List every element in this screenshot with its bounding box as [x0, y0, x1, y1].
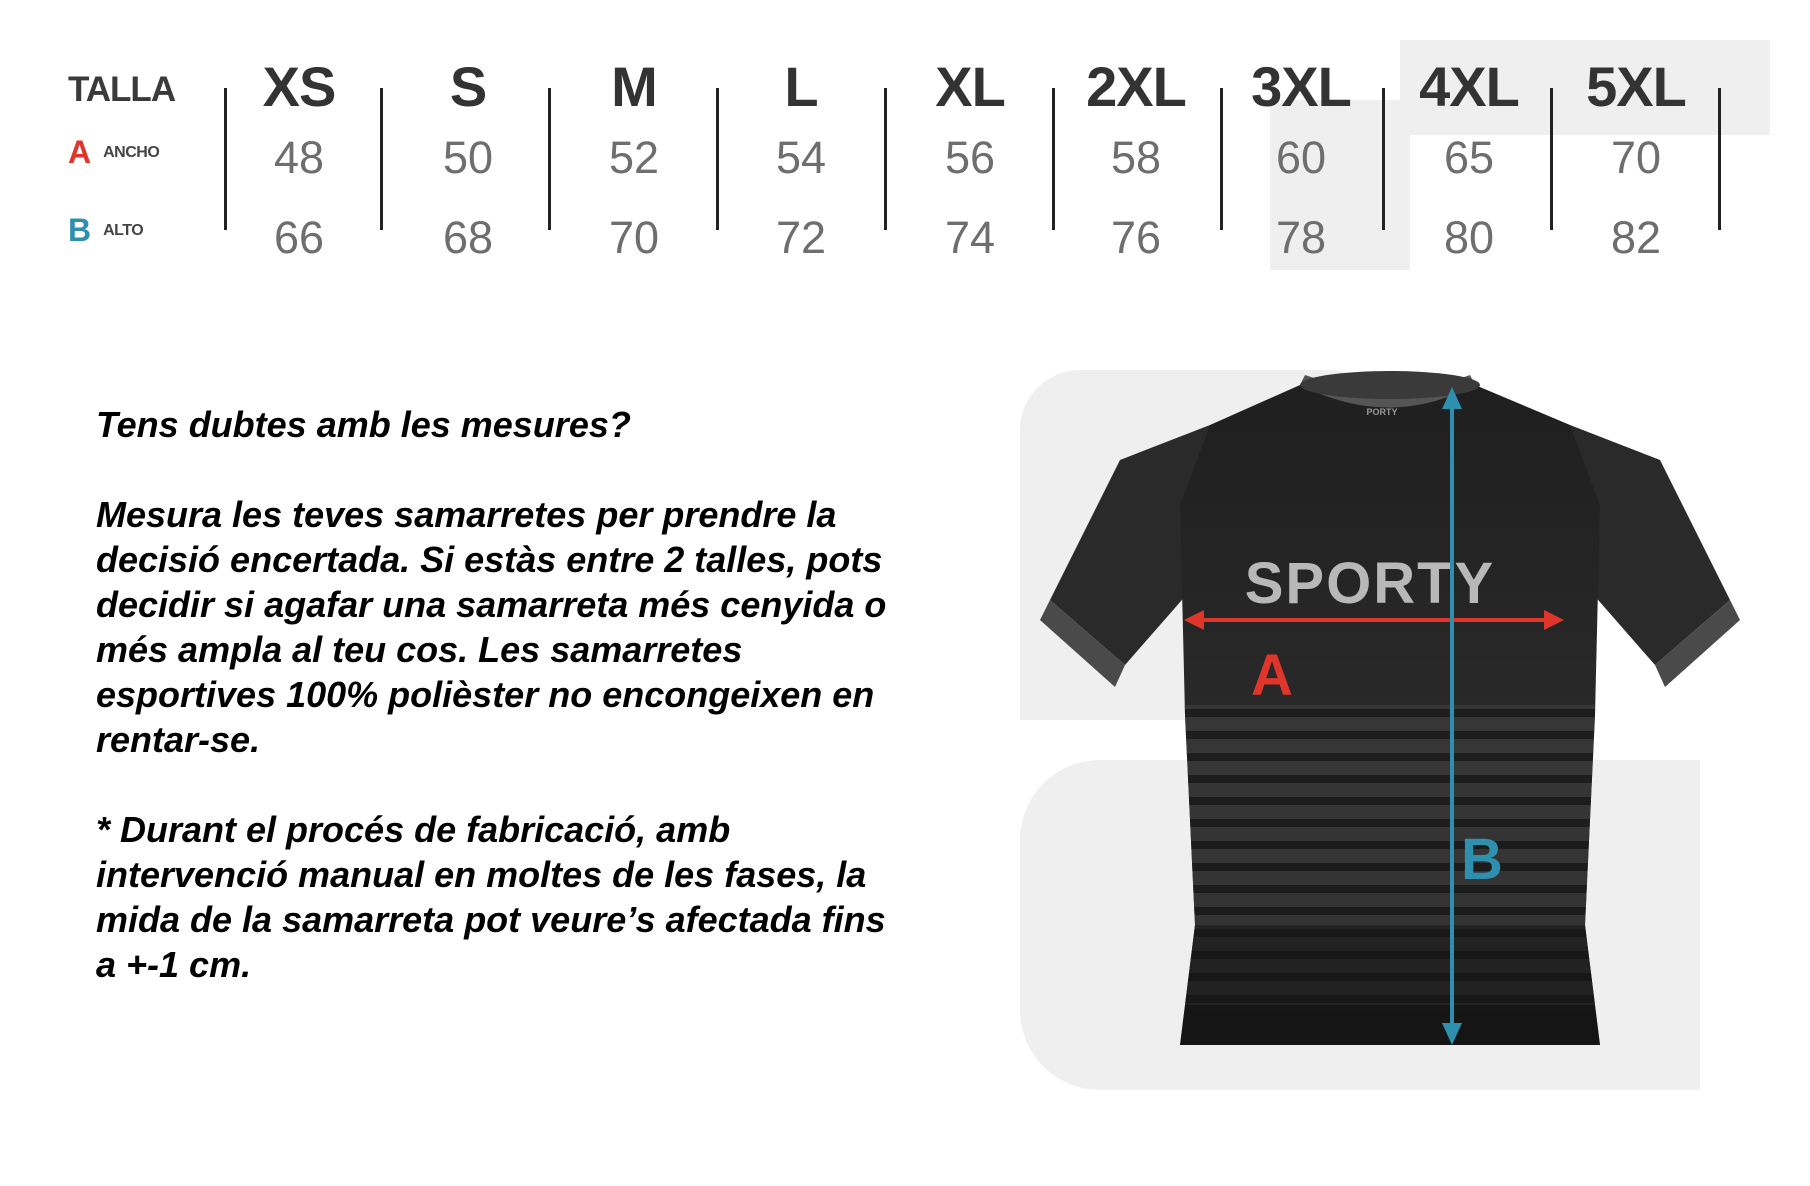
- ancho-value: 48: [273, 132, 325, 183]
- alto-value: 76: [1110, 212, 1162, 263]
- ancho-value: 58: [1110, 132, 1162, 183]
- ancho-value: 52: [608, 132, 660, 183]
- width-marker-a: A: [1251, 643, 1293, 708]
- measurement-description: [96, 402, 896, 1032]
- alto-value: 74: [944, 212, 996, 263]
- shirt-body: [1160, 385, 1620, 1045]
- size-column-3xl: [1217, 50, 1385, 280]
- alto-value: 80: [1443, 212, 1495, 263]
- letter-b: B: [68, 212, 92, 248]
- height-marker-b: B: [1461, 827, 1503, 892]
- talla-label: [68, 70, 175, 110]
- size-label: 5XL: [1586, 55, 1686, 118]
- advice-paragraph: Mesura les teves samarretes per prendre la decisió encertada. Si estàs entre 2 talles, pots decidir si agafar una samarreta més cenyida o més ampla al teu cos. Les samarretes esportives 100% polièster no encongeixen en rentar-se.: [96, 494, 887, 760]
- alto-value: 66: [273, 212, 325, 263]
- size-column-l: [717, 50, 885, 280]
- column-divider: [380, 88, 383, 230]
- ancho-value: 60: [1275, 132, 1327, 183]
- size-label: M: [611, 55, 657, 118]
- size-label: XS: [262, 55, 336, 118]
- neck-tag-text: PORTY: [1366, 407, 1398, 417]
- size-label: 2XL: [1086, 55, 1186, 118]
- size-column-4xl: [1385, 50, 1553, 280]
- brand-text: SPORTY: [1244, 551, 1496, 616]
- alto-value: 78: [1275, 212, 1327, 263]
- size-column-m: [550, 50, 718, 280]
- size-column-5xl: [1552, 50, 1720, 280]
- ancho-label: ANCHO: [103, 143, 160, 161]
- column-divider: [1718, 88, 1721, 230]
- tshirt-illustration: [1010, 365, 1770, 1095]
- size-column-2xl: [1052, 50, 1220, 280]
- ancho-value: 54: [775, 132, 827, 183]
- size-label: L: [784, 55, 818, 118]
- row-label-alto: [68, 212, 143, 249]
- alto-value: 82: [1610, 212, 1662, 263]
- ancho-value: 50: [442, 132, 494, 183]
- size-table: [60, 50, 1760, 280]
- size-column-s: [384, 50, 552, 280]
- row-label-ancho: [68, 134, 159, 171]
- ancho-value: 56: [944, 132, 996, 183]
- manufacturing-note: * Durant el procés de fabricació, amb intervenció manual en moltes de les fases, la mida de la samarreta pot veure’s afectada fins a +-1 cm.: [96, 809, 886, 985]
- alto-label: ALTO: [103, 221, 144, 239]
- size-label: 4XL: [1419, 55, 1519, 118]
- size-label: 3XL: [1251, 55, 1351, 118]
- talla-text: TALLA: [68, 70, 176, 109]
- size-label: S: [449, 55, 487, 118]
- ancho-value: 70: [1610, 132, 1662, 183]
- size-column-xl: [886, 50, 1054, 280]
- alto-value: 68: [442, 212, 494, 263]
- alto-value: 72: [775, 212, 827, 263]
- letter-a: A: [68, 134, 92, 170]
- ancho-value: 65: [1443, 132, 1495, 183]
- size-column-xs: [215, 50, 383, 280]
- size-label: XL: [935, 55, 1005, 118]
- alto-value: 70: [608, 212, 660, 263]
- question-heading: Tens dubtes amb les mesures?: [96, 404, 631, 445]
